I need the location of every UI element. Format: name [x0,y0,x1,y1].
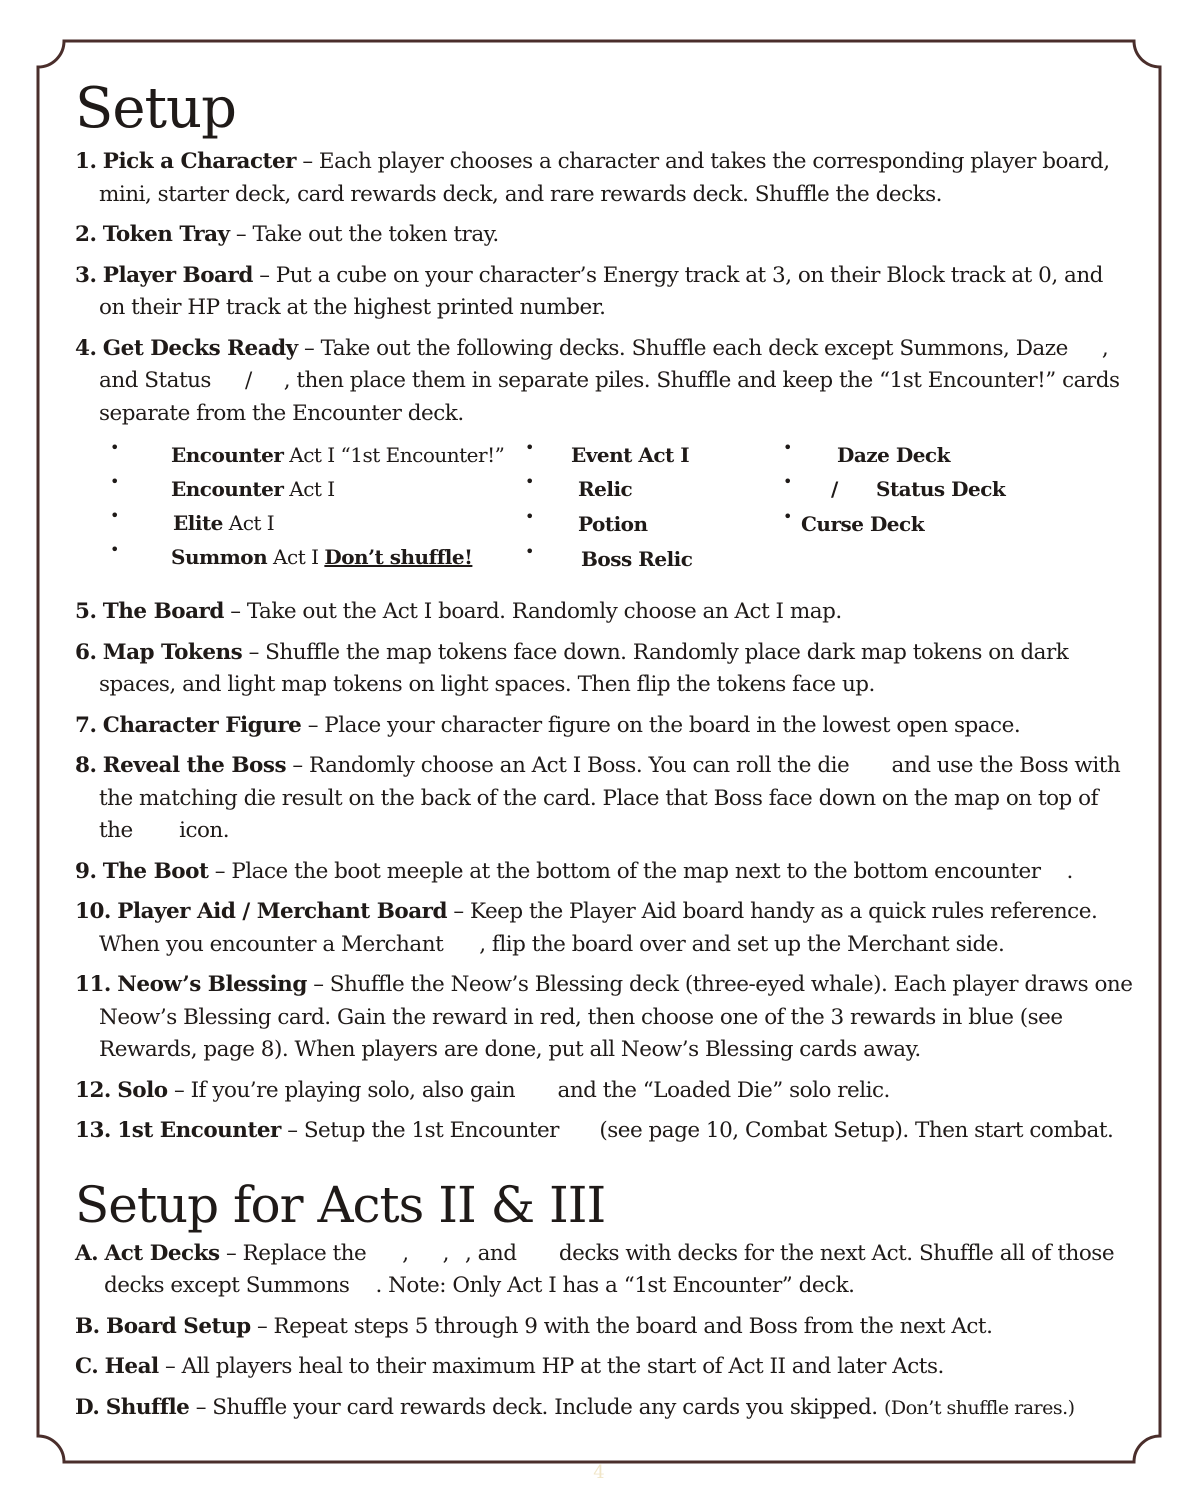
deck-item: Potion [578,512,648,536]
deck-item: / [831,477,838,501]
step-a: A. Act Decks – Replace the , , , and decks with decks for the next Act. Shuffle all of those decks except Summons . Note: Only Act I has a “1st Encounter” deck. [75,1240,1115,1298]
deck-item: Event Act I [571,443,690,467]
deck-item: Encounter Act I [171,477,335,501]
page-content [75,72,1135,1424]
deck-item: Relic [578,477,633,501]
step-11: 11. Neow’s Blessing – Shuffle the Neow’s Blessing deck (three-eyed whale). Each player draws one Neow’s Blessing card. Gain the reward in red, then choose one of the 3 rewards in blue (see Rewards, page 8). When players are done, put all Neow’s Blessing cards away. [75,972,1133,1062]
step-5: 5. The Board – Take out the Act I board. Randomly choose an Act I map. [75,599,842,624]
deck-item: Status Deck [876,477,1006,501]
deck-list: • Encounter Act I “1st Encounter!” • Encounter Act I • Elite Act I • Summon Act I Don’t shuffle! • Event Act I • Relic • Potion • Boss Relic • Daze Deck • / Status Deck • Curse Deck [75,438,1135,590]
step-1: 1. Pick a Character – Each player chooses a character and takes the corresponding player board, mini, starter deck, card rewards deck, and rare rewards deck. Shuffle the decks. [75,149,1110,207]
deck-item: Elite Act I [173,511,275,535]
deck-item: Boss Relic [581,547,693,571]
step-d: D. Shuffle – Shuffle your card rewards deck. Include any cards you skipped. (Don’t shuffle rares.) [75,1394,1075,1420]
step-12: 12. Solo – If you’re playing solo, also gain and the “Loaded Die” solo relic. [75,1077,890,1103]
step-6: 6. Map Tokens – Shuffle the map tokens face down. Randomly place dark map tokens on dark spaces, and light map tokens on light spaces. Then flip the tokens face up. [75,639,1069,697]
step-c: C. Heal – All players heal to their maximum HP at the start of Act II and later Acts. [75,1354,944,1379]
step-b: B. Board Setup – Repeat steps 5 through 9 with the board and Boss from the next Act. [75,1313,993,1339]
step-7: 7. Character Figure – Place your character figure on the board in the lowest open space. [75,712,1021,738]
step-13: 13. 1st Encounter – Setup the 1st Encounter (see page 10, Combat Setup). Then start combat. [75,1118,1114,1143]
deck-item: Daze Deck [837,443,950,467]
step-10: 10. Player Aid / Merchant Board – Keep the Player Aid board handy as a quick rules reference. When you encounter a Merchant , flip the board over and set up the Merchant side. [75,899,1098,957]
page-number: 4 [593,1462,605,1483]
deck-item: Curse Deck [801,512,925,536]
deck-item: Summon Act I Don’t shuffle! [171,545,473,569]
step-2: 2. Token Tray – Take out the token tray. [75,222,499,247]
deck-item: Encounter Act I “1st Encounter!” [171,443,505,467]
step-9: 9. The Boot – Place the boot meeple at the bottom of the map next to the bottom encounter . [75,858,1073,884]
acts-heading: Setup for Acts II & III [75,1175,606,1234]
setup-heading: Setup [75,76,236,141]
step-8: 8. Reveal the Boss – Randomly choose an Act I Boss. You can roll the die and use the Boss with the matching die result on the back of the card. Place that Boss face down on the map on top of the icon. [75,753,1121,843]
step-3: 3. Player Board – Put a cube on your character’s Energy track at 3, on their Block track at 0, and on their HP track at the highest printed number. [75,262,1103,320]
step-4: 4. Get Decks Ready – Take out the following decks. Shuffle each deck except Summons, Daze , and Status / , then place them in separate piles. Shuffle and keep the “1st Encounter!” cards separate from the Encounter deck. [75,335,1120,426]
